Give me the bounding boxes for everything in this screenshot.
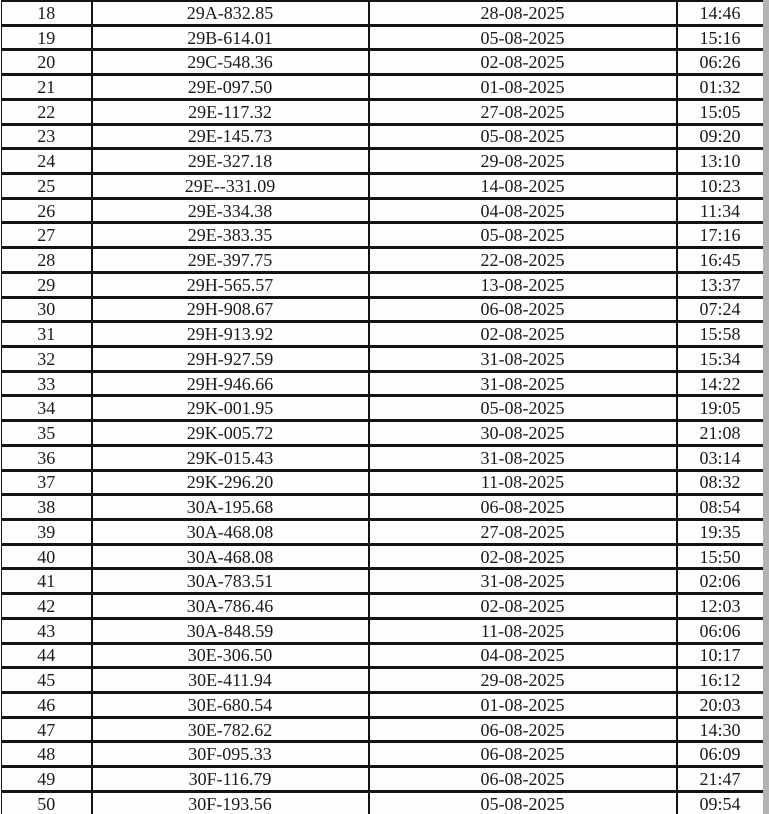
plate-cell: 29A-832.85 bbox=[92, 1, 369, 25]
table-row bbox=[2, 272, 764, 297]
date-cell: 02-08-2025 bbox=[369, 50, 677, 75]
row-number-cell: 18 bbox=[2, 1, 92, 25]
plate-cell: 29E-145.73 bbox=[92, 124, 369, 149]
time-cell: 06:09 bbox=[677, 742, 764, 767]
plate-cell: 29E-117.32 bbox=[92, 99, 369, 124]
row-number-cell: 47 bbox=[2, 717, 92, 742]
time-cell: 19:35 bbox=[677, 520, 764, 545]
plate-cell: 29H-565.57 bbox=[92, 272, 369, 297]
table-row bbox=[2, 322, 764, 347]
date-cell: 29-08-2025 bbox=[369, 668, 677, 693]
plate-cell: 29H-927.59 bbox=[92, 346, 369, 371]
time-cell: 01:32 bbox=[677, 75, 764, 100]
table-row bbox=[2, 99, 764, 124]
row-number-cell: 50 bbox=[2, 791, 92, 814]
plate-cell: 29B-614.01 bbox=[92, 25, 369, 50]
time-cell: 07:24 bbox=[677, 297, 764, 322]
plate-cell: 30A-783.51 bbox=[92, 569, 369, 594]
table-row bbox=[2, 223, 764, 248]
table-row bbox=[2, 75, 764, 100]
time-cell: 16:45 bbox=[677, 248, 764, 273]
row-number-cell: 38 bbox=[2, 495, 92, 520]
table-row bbox=[2, 668, 764, 693]
row-number-cell: 39 bbox=[2, 520, 92, 545]
date-cell: 14-08-2025 bbox=[369, 173, 677, 198]
row-number-cell: 24 bbox=[2, 149, 92, 174]
time-cell: 03:14 bbox=[677, 445, 764, 470]
plate-cell: 29K-005.72 bbox=[92, 421, 369, 446]
time-cell: 21:47 bbox=[677, 767, 764, 792]
plate-cell: 30E-782.62 bbox=[92, 717, 369, 742]
time-cell: 10:23 bbox=[677, 173, 764, 198]
time-cell: 09:20 bbox=[677, 124, 764, 149]
row-number-cell: 43 bbox=[2, 618, 92, 643]
row-number-cell: 49 bbox=[2, 767, 92, 792]
plate-cell: 30E-680.54 bbox=[92, 693, 369, 718]
row-number-cell: 25 bbox=[2, 173, 92, 198]
table-row bbox=[2, 693, 764, 718]
time-cell: 09:54 bbox=[677, 791, 764, 814]
table-row bbox=[2, 470, 764, 495]
row-number-cell: 30 bbox=[2, 297, 92, 322]
table-row bbox=[2, 767, 764, 792]
table-row bbox=[2, 25, 764, 50]
table-row bbox=[2, 717, 764, 742]
time-cell: 21:08 bbox=[677, 421, 764, 446]
time-cell: 19:05 bbox=[677, 396, 764, 421]
time-cell: 10:17 bbox=[677, 643, 764, 668]
time-cell: 13:10 bbox=[677, 149, 764, 174]
table-row bbox=[2, 520, 764, 545]
records-table-body bbox=[2, 1, 764, 814]
time-cell: 06:26 bbox=[677, 50, 764, 75]
row-number-cell: 42 bbox=[2, 594, 92, 619]
table-row bbox=[2, 569, 764, 594]
plate-cell: 29E-334.38 bbox=[92, 198, 369, 223]
time-cell: 08:54 bbox=[677, 495, 764, 520]
date-cell: 28-08-2025 bbox=[369, 1, 677, 25]
row-number-cell: 29 bbox=[2, 272, 92, 297]
table-row bbox=[2, 742, 764, 767]
row-number-cell: 45 bbox=[2, 668, 92, 693]
table-row bbox=[2, 445, 764, 470]
date-cell: 01-08-2025 bbox=[369, 693, 677, 718]
plate-cell: 30F-193.56 bbox=[92, 791, 369, 814]
table-row bbox=[2, 371, 764, 396]
date-cell: 05-08-2025 bbox=[369, 791, 677, 814]
plate-cell: 29H-946.66 bbox=[92, 371, 369, 396]
time-cell: 15:34 bbox=[677, 346, 764, 371]
plate-cell: 29E-327.18 bbox=[92, 149, 369, 174]
table-row bbox=[2, 50, 764, 75]
time-cell: 15:05 bbox=[677, 99, 764, 124]
time-cell: 20:03 bbox=[677, 693, 764, 718]
time-cell: 06:06 bbox=[677, 618, 764, 643]
table-row bbox=[2, 396, 764, 421]
time-cell: 12:03 bbox=[677, 594, 764, 619]
row-number-cell: 27 bbox=[2, 223, 92, 248]
date-cell: 05-08-2025 bbox=[369, 223, 677, 248]
time-cell: 17:16 bbox=[677, 223, 764, 248]
date-cell: 06-08-2025 bbox=[369, 297, 677, 322]
date-cell: 22-08-2025 bbox=[369, 248, 677, 273]
row-number-cell: 44 bbox=[2, 643, 92, 668]
date-cell: 11-08-2025 bbox=[369, 618, 677, 643]
date-cell: 30-08-2025 bbox=[369, 421, 677, 446]
row-number-cell: 28 bbox=[2, 248, 92, 273]
row-number-cell: 21 bbox=[2, 75, 92, 100]
table-row bbox=[2, 149, 764, 174]
plate-cell: 29K-296.20 bbox=[92, 470, 369, 495]
time-cell: 08:32 bbox=[677, 470, 764, 495]
row-number-cell: 26 bbox=[2, 198, 92, 223]
plate-cell: 30A-786.46 bbox=[92, 594, 369, 619]
plate-cell: 30F-095.33 bbox=[92, 742, 369, 767]
time-cell: 15:16 bbox=[677, 25, 764, 50]
time-cell: 15:58 bbox=[677, 322, 764, 347]
date-cell: 27-08-2025 bbox=[369, 99, 677, 124]
time-cell: 14:46 bbox=[677, 1, 764, 25]
date-cell: 05-08-2025 bbox=[369, 124, 677, 149]
date-cell: 11-08-2025 bbox=[369, 470, 677, 495]
row-number-cell: 33 bbox=[2, 371, 92, 396]
date-cell: 05-08-2025 bbox=[369, 396, 677, 421]
plate-cell: 29E--331.09 bbox=[92, 173, 369, 198]
plate-cell: 30A-195.68 bbox=[92, 495, 369, 520]
date-cell: 02-08-2025 bbox=[369, 544, 677, 569]
date-cell: 27-08-2025 bbox=[369, 520, 677, 545]
plate-cell: 30A-848.59 bbox=[92, 618, 369, 643]
table-row bbox=[2, 1, 764, 25]
row-number-cell: 19 bbox=[2, 25, 92, 50]
plate-cell: 30A-468.08 bbox=[92, 544, 369, 569]
time-cell: 16:12 bbox=[677, 668, 764, 693]
date-cell: 31-08-2025 bbox=[369, 346, 677, 371]
table-row bbox=[2, 124, 764, 149]
row-number-cell: 31 bbox=[2, 322, 92, 347]
row-number-cell: 46 bbox=[2, 693, 92, 718]
row-number-cell: 23 bbox=[2, 124, 92, 149]
date-cell: 04-08-2025 bbox=[369, 198, 677, 223]
row-number-cell: 22 bbox=[2, 99, 92, 124]
table-row bbox=[2, 643, 764, 668]
table-row bbox=[2, 297, 764, 322]
vehicle-records-table bbox=[1, 0, 765, 814]
plate-cell: 29K-001.95 bbox=[92, 396, 369, 421]
time-cell: 14:22 bbox=[677, 371, 764, 396]
row-number-cell: 20 bbox=[2, 50, 92, 75]
table-row bbox=[2, 495, 764, 520]
right-margin-strip bbox=[763, 0, 769, 814]
row-number-cell: 48 bbox=[2, 742, 92, 767]
row-number-cell: 36 bbox=[2, 445, 92, 470]
plate-cell: 29E-097.50 bbox=[92, 75, 369, 100]
table-row bbox=[2, 791, 764, 814]
time-cell: 13:37 bbox=[677, 272, 764, 297]
time-cell: 14:30 bbox=[677, 717, 764, 742]
date-cell: 06-08-2025 bbox=[369, 767, 677, 792]
plate-cell: 29K-015.43 bbox=[92, 445, 369, 470]
date-cell: 02-08-2025 bbox=[369, 594, 677, 619]
time-cell: 11:34 bbox=[677, 198, 764, 223]
date-cell: 31-08-2025 bbox=[369, 445, 677, 470]
row-number-cell: 40 bbox=[2, 544, 92, 569]
row-number-cell: 35 bbox=[2, 421, 92, 446]
plate-cell: 29E-397.75 bbox=[92, 248, 369, 273]
date-cell: 06-08-2025 bbox=[369, 717, 677, 742]
plate-cell: 30F-116.79 bbox=[92, 767, 369, 792]
plate-cell: 30E-306.50 bbox=[92, 643, 369, 668]
plate-cell: 29H-908.67 bbox=[92, 297, 369, 322]
date-cell: 29-08-2025 bbox=[369, 149, 677, 174]
table-row bbox=[2, 198, 764, 223]
table-row bbox=[2, 544, 764, 569]
row-number-cell: 37 bbox=[2, 470, 92, 495]
time-cell: 02:06 bbox=[677, 569, 764, 594]
date-cell: 01-08-2025 bbox=[369, 75, 677, 100]
row-number-cell: 34 bbox=[2, 396, 92, 421]
date-cell: 04-08-2025 bbox=[369, 643, 677, 668]
row-number-cell: 41 bbox=[2, 569, 92, 594]
date-cell: 06-08-2025 bbox=[369, 495, 677, 520]
table-row bbox=[2, 594, 764, 619]
date-cell: 31-08-2025 bbox=[369, 371, 677, 396]
date-cell: 31-08-2025 bbox=[369, 569, 677, 594]
plate-cell: 29H-913.92 bbox=[92, 322, 369, 347]
plate-cell: 30E-411.94 bbox=[92, 668, 369, 693]
table-row bbox=[2, 173, 764, 198]
date-cell: 02-08-2025 bbox=[369, 322, 677, 347]
plate-cell: 30A-468.08 bbox=[92, 520, 369, 545]
table-row bbox=[2, 421, 764, 446]
plate-cell: 29E-383.35 bbox=[92, 223, 369, 248]
table-row bbox=[2, 248, 764, 273]
date-cell: 05-08-2025 bbox=[369, 25, 677, 50]
table-row bbox=[2, 618, 764, 643]
date-cell: 13-08-2025 bbox=[369, 272, 677, 297]
plate-cell: 29C-548.36 bbox=[92, 50, 369, 75]
date-cell: 06-08-2025 bbox=[369, 742, 677, 767]
row-number-cell: 32 bbox=[2, 346, 92, 371]
time-cell: 15:50 bbox=[677, 544, 764, 569]
table-row bbox=[2, 346, 764, 371]
